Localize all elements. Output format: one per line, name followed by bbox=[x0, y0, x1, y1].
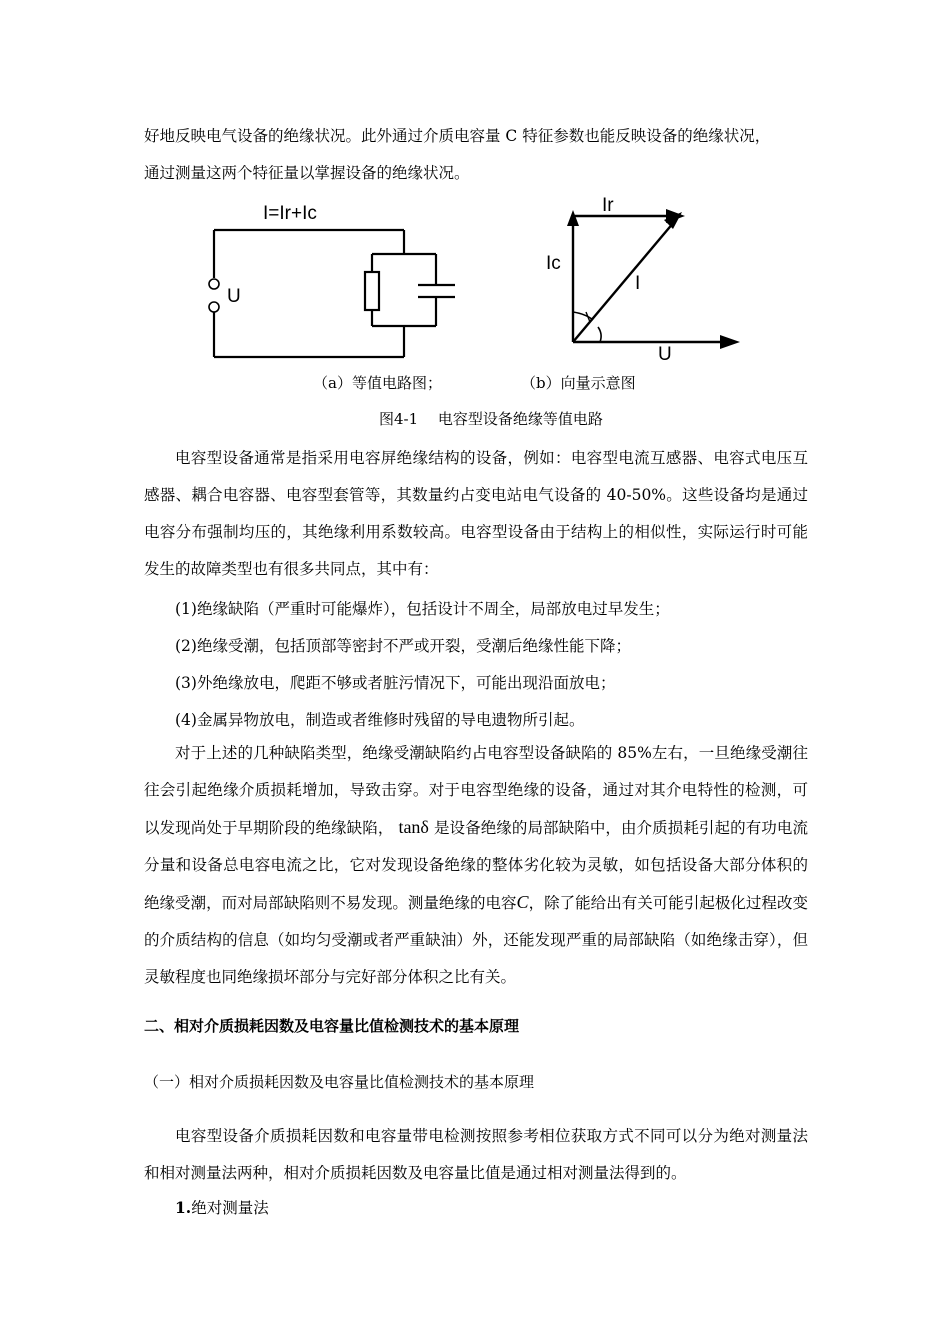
voltage-label: U bbox=[227, 286, 241, 307]
current-label: I=Ir+Ic bbox=[263, 203, 317, 224]
capacitance-symbol: C bbox=[516, 892, 529, 912]
ic-label: Ic bbox=[546, 253, 561, 274]
paragraph-2-part-3: ，除了能给出有关可能引起极化过程改变的介质结构的信息（如均匀受潮或者严重缺油）外，还能发现严重的局部缺陷（如绝缘击穿），但灵敏程度也同绝缘损坏部分与完好部分体积之比有关。 bbox=[144, 894, 808, 986]
equivalent-circuit-diagram bbox=[200, 196, 470, 366]
u-label: U bbox=[658, 344, 672, 365]
paragraph-2-part-2: 是设备绝缘的局部缺陷中，由介质损耗引起的有功电流分量和设备总电容电流之比，它对发现设备绝缘的整体劣化较为灵敏，如包括设备大部分体积的绝缘受潮，而对局部缺陷则不易发现。测量绝缘的电容 bbox=[144, 819, 808, 912]
paragraph-3: 电容型设备介质损耗因数和电容量带电检测按照参考相位获取方式不同可以分为绝对测量法和相对测量法两种，相对介质损耗因数及电容量比值是通过相对测量法得到的。 bbox=[144, 1127, 808, 1182]
terminal-bottom bbox=[209, 302, 219, 312]
caption-a: （a）等值电路图； bbox=[313, 374, 442, 392]
subsection-heading: （一）相对介质损耗因数及电容量比值检测技术的基本原理 bbox=[144, 1073, 535, 1091]
ir-label: Ir bbox=[602, 195, 614, 216]
list-item-2: (2)绝缘受潮，包括顶部等密封不严或开裂，受潮后绝缘性能下降； bbox=[175, 637, 631, 655]
figure-title: 图4-1 电容型设备绝缘等值电路 bbox=[379, 410, 603, 428]
section-heading: 二、相对介质损耗因数及电容量比值检测技术的基本原理 bbox=[144, 1017, 520, 1035]
item-1-text: 绝对测量法 bbox=[191, 1199, 269, 1217]
item-1-number: 1. bbox=[175, 1198, 192, 1217]
list-item-3: (3)外绝缘放电，爬距不够或者脏污情况下，可能出现沿面放电； bbox=[175, 674, 616, 692]
intro-line-1: 好地反映电气设备的绝缘状况。此外通过介质电容量 C 特征参数也能反映设备的绝缘状况， bbox=[144, 127, 771, 145]
paragraph-2-part-1: 对于上述的几种缺陷类型，绝缘受潮缺陷约占电容型设备缺陷的 85%左右，一旦绝缘受潮往往会引起绝缘介质损耗增加，导致击穿。对于电容型绝缘的设备，通过对其介电特性的检测，可以发现尚处于早期阶段的绝缘缺陷， bbox=[144, 744, 808, 837]
phasor-diagram bbox=[540, 190, 750, 370]
i-label: I bbox=[635, 273, 641, 294]
paragraph-2 bbox=[144, 735, 808, 996]
list-item-1: (1)绝缘缺陷（严重时可能爆炸），包括设计不周全，局部放电过早发生； bbox=[175, 600, 670, 618]
terminal-top bbox=[209, 279, 219, 289]
tan-delta-symbol: tanδ bbox=[398, 817, 429, 837]
caption-b: （b）向量示意图 bbox=[521, 374, 636, 392]
intro-line-2: 通过测量这两个特征量以掌握设备的绝缘状况。 bbox=[144, 164, 470, 182]
paragraph-1: 电容型设备通常是指采用电容屏绝缘结构的设备，例如：电容型电流互感器、电容式电压互感器、耦合电容器、电容型套管等，其数量约占变电站电气设备的 40-50%。这些设备均是通过电容分布强制均压的，其绝缘利用系数较高。电容型设备由于结构上的相似性，实际运行时可能发生的故障类型也有很多共同点，其中有： bbox=[144, 449, 808, 578]
item-1-heading bbox=[175, 1196, 269, 1218]
list-item-4: (4)金属异物放电，制造或者维修时残留的导电遗物所引起。 bbox=[175, 711, 585, 729]
